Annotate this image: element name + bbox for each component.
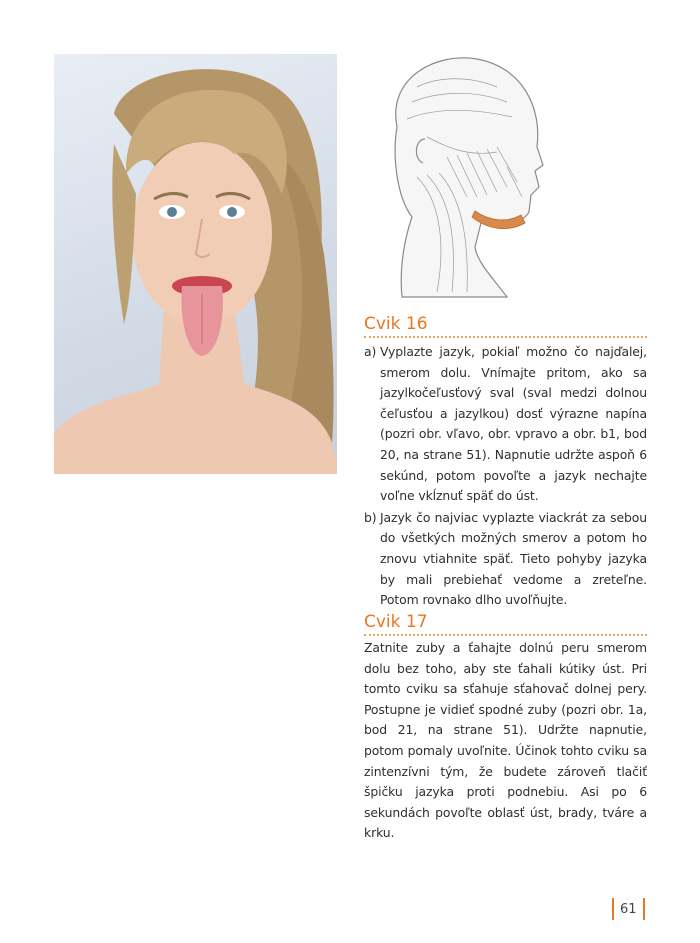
list-marker: b) — [364, 509, 377, 525]
list-marker: a) — [364, 344, 377, 359]
portrait-drawing — [54, 54, 337, 474]
muscle-sketch — [357, 47, 552, 302]
title-underline — [364, 336, 647, 338]
page-number-bar-right — [643, 898, 645, 920]
exercise-16-list — [364, 342, 647, 612]
woman-tongue-out-photo — [54, 54, 337, 474]
exercise-17-text: Zatnite zuby a ťahajte dolnú peru smerom dolu bez toho, aby ste ťahali kútiky úst. Pri tomto cviku sa sťahuje sťahovač dolnej pery. Postupne je vidieť spodné zuby (pozri obr. 1a, bod 21, na strane 51). Udržte napnutie, potom pomaly uvoľnite. Účinok tohto cviku sa zintenzívni tým, že budete zároveň tlačiť špičku jazyka proti podnebiu. Asi po 6 sekundách povoľte oblasť úst, brady, tváre a krku. — [364, 640, 647, 841]
list-item-text: Jazyk čo najviac vyplazte viackrát za sebou do všetkých možných smerov a potom ho znovu vtiahnite späť. Tieto pohyby jazyka by mali prebiehať vedome a zreteľne. Potom rovnako dlho uvoľňujte. — [380, 509, 647, 608]
list-item-text: Vyplazte jazyk, pokiaľ možno čo najďalej, smerom dolu. Vnímajte pritom, ako sa jazylkočeľusťový sval (sval medzi dolnou čeľusťou a jazylkou) dosť výrazne napína (pozri obr. vľavo, obr. vpravo a obr. b1, bod 20, na strane 51). Napnutie udržte aspoň 6 sekúnd, potom povoľte a jazyk nechajte voľne vkĺznuť späť do úst. — [380, 344, 647, 504]
page-number-text: 61 — [620, 901, 637, 917]
exercise-16-title: Cvik 16 — [364, 314, 428, 334]
page-number — [612, 897, 645, 921]
head-muscles-illustration — [357, 47, 552, 302]
exercise-17-title: Cvik 17 — [364, 612, 428, 632]
title-underline — [364, 634, 647, 636]
list-item — [364, 508, 647, 611]
list-item — [364, 342, 647, 507]
